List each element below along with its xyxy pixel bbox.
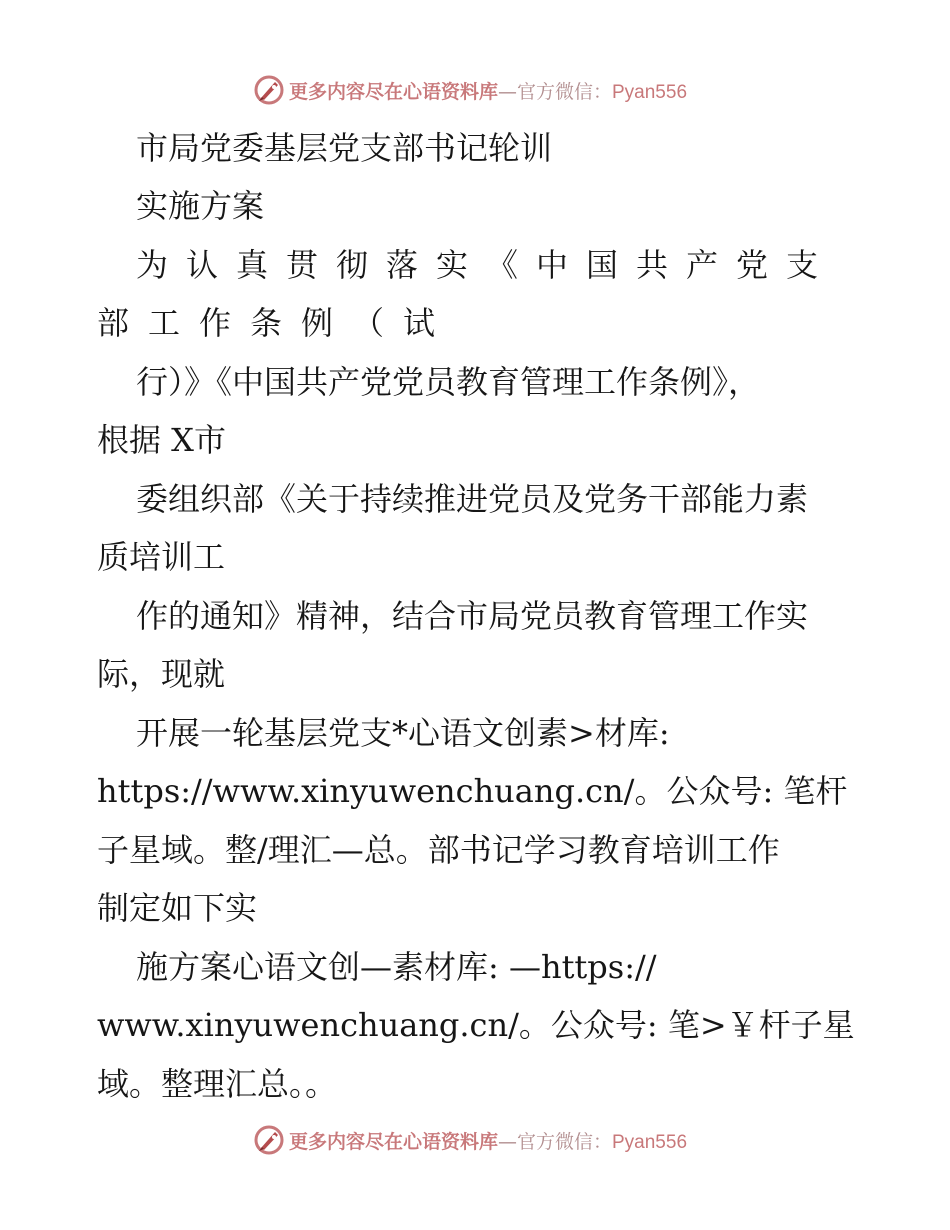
paragraph-line: 作的通知》精神，结合市局党员教育管理工作实 [136, 597, 809, 635]
footer-watermark-part1: 更多内容尽在心语资料库 [288, 1130, 498, 1153]
title-line-1: 市局党委基层党支部书记轮训 [136, 129, 553, 167]
paragraph-line: 质培训工 [97, 538, 226, 576]
paragraph-line: https://www.xinyuwenchuang.cn/。公众号: 笔杆 [97, 772, 848, 810]
paragraph-line: 制定如下实 [97, 889, 258, 927]
footer-watermark-part2: —官方微信： [497, 1130, 612, 1153]
title-line-2: 实施方案 [136, 187, 265, 225]
paragraph-line: 委组织部《关于持续推进党员及党务干部能力素 [136, 480, 809, 518]
paragraph-line: 际，现就 [97, 655, 226, 693]
header-watermark-part2: —官方微信： [497, 80, 612, 103]
paragraph-line: www.xinyuwenchuang.cn/。公众号: 笔>￥杆子星 [97, 1006, 855, 1044]
paragraph-line: 行）》《中国共产党党员教育管理工作条例》， [136, 363, 761, 401]
quill-logo-icon [253, 1124, 285, 1156]
header-watermark-part1: 更多内容尽在心语资料库 [288, 80, 498, 103]
footer-watermark-text [289, 1127, 687, 1154]
quill-logo-icon [253, 74, 285, 106]
paragraph-line: 根据 X市 [97, 421, 226, 459]
footer-watermark [0, 1120, 950, 1160]
header-watermark-text [289, 77, 687, 104]
paragraph-line: 域。整理汇总。。 [97, 1065, 338, 1103]
footer-watermark-inner [253, 1124, 687, 1156]
header-watermark-part3: Pyan556 [612, 81, 688, 103]
header-watermark [0, 70, 950, 110]
header-watermark-inner [253, 74, 687, 106]
paragraph-line: 为认真贯彻落实《中国共产党支 [136, 246, 837, 284]
paragraph-line: 子星域。整/理汇—总。部书记学习教育培训工作 [97, 831, 780, 869]
paragraph-line: 施方案心语文创—素材库: —https:// [136, 948, 657, 986]
paragraph-line: 开展一轮基层党支*心语文创素>材库: [136, 714, 670, 752]
paragraph-line: 部工作条例（试 [97, 304, 455, 342]
footer-watermark-part3: Pyan556 [612, 1131, 688, 1153]
